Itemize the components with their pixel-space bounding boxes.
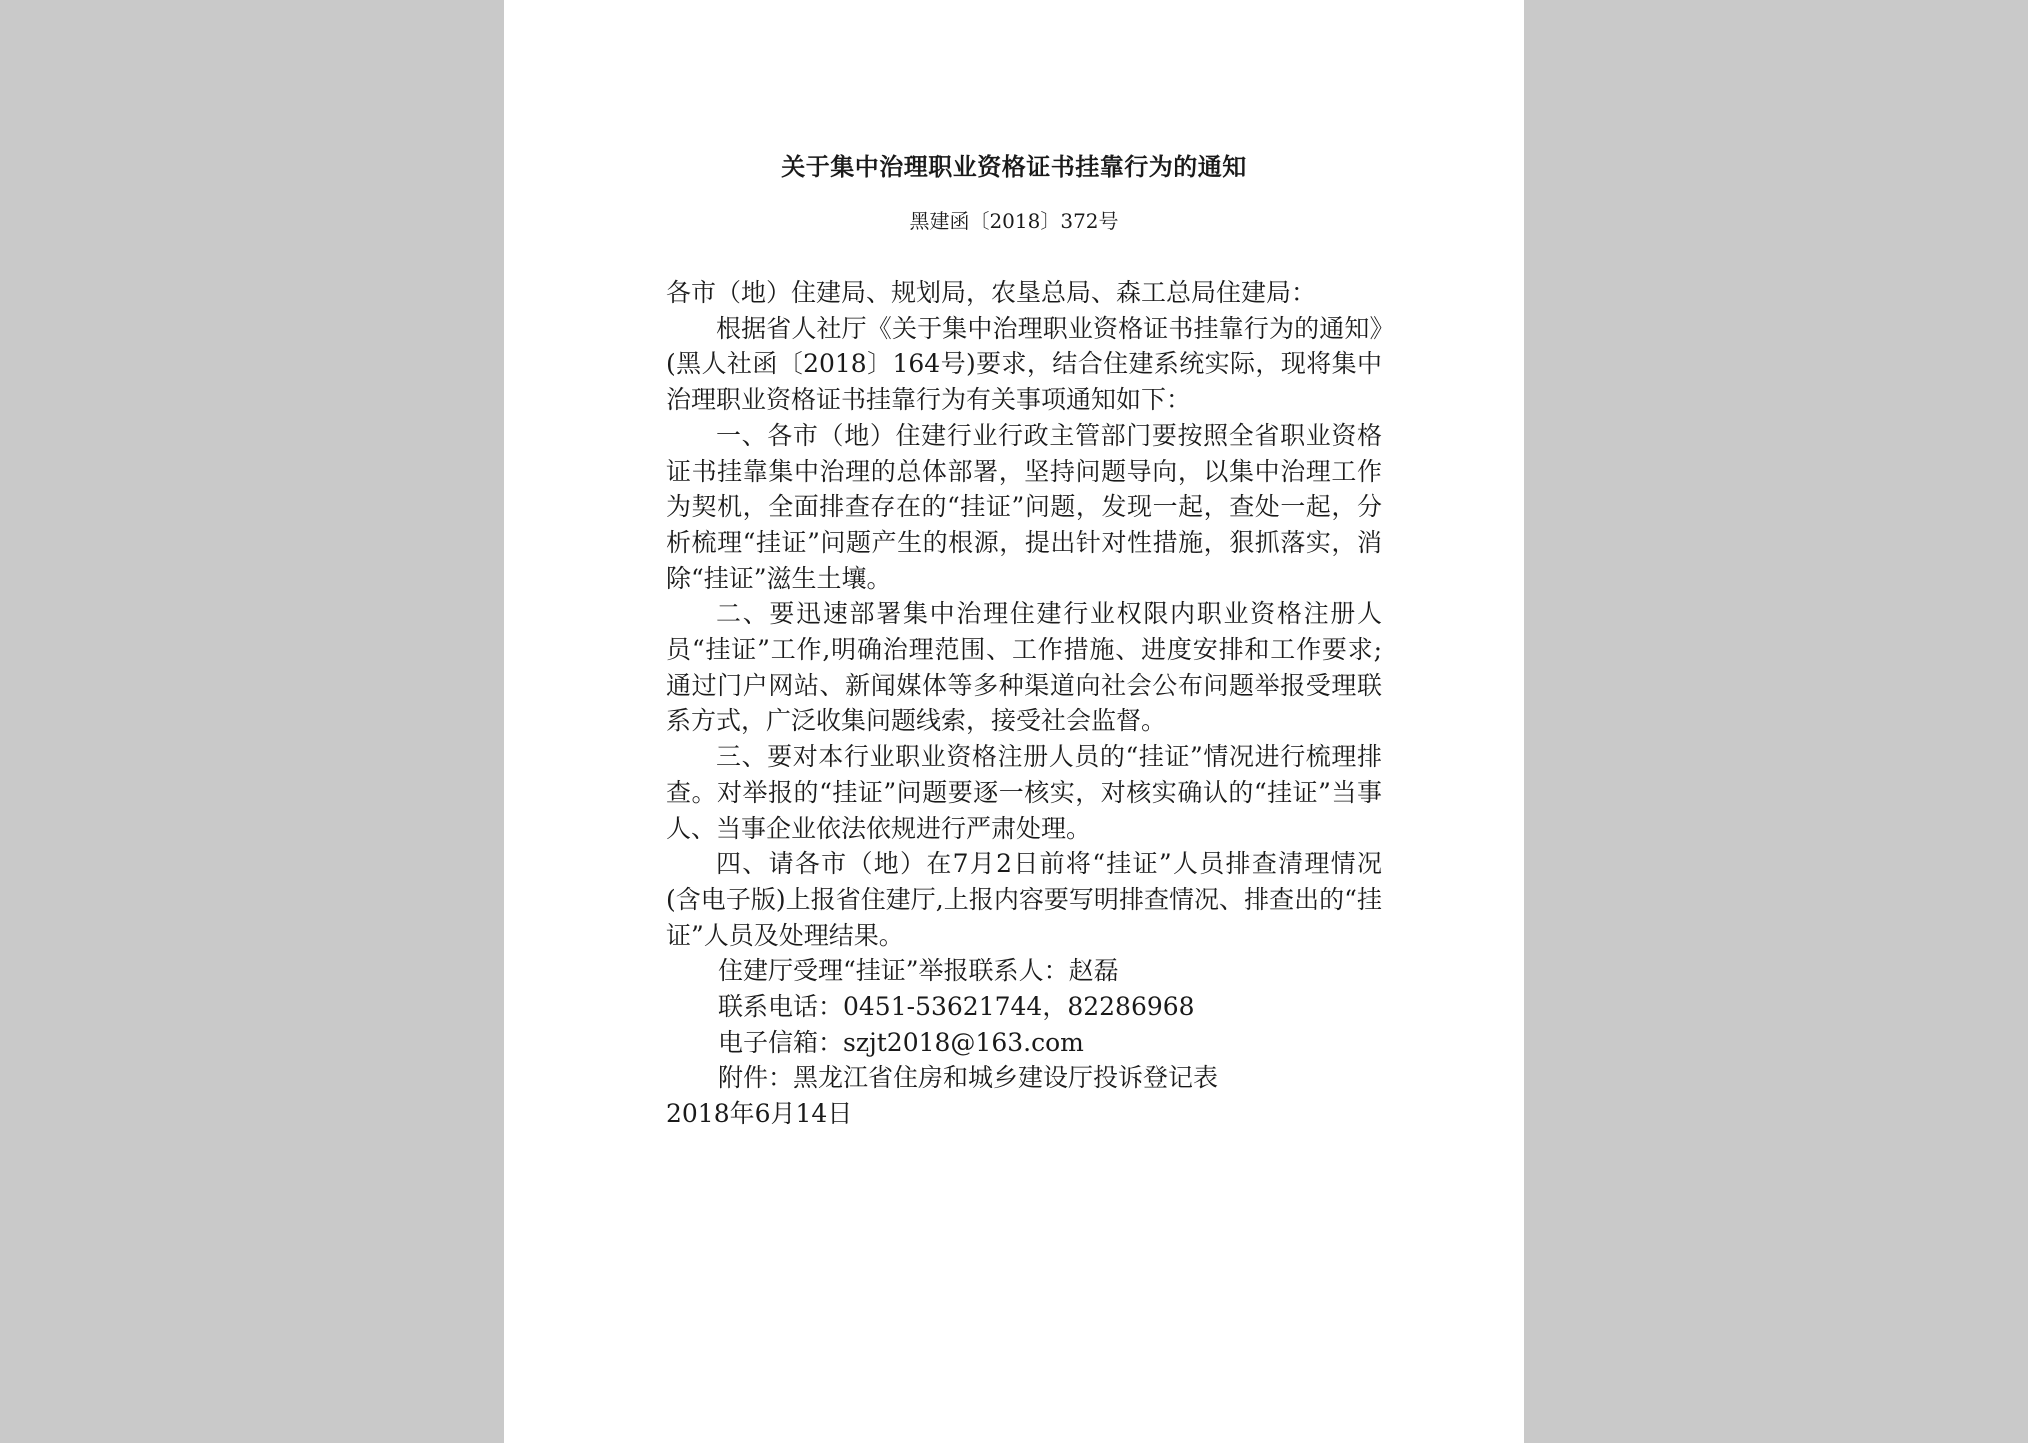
- document-title: 关于集中治理职业资格证书挂靠行为的通知: [781, 152, 1247, 181]
- contact-phone: 联系电话：0451-53621744，82286968: [718, 992, 1195, 1022]
- document-page: [504, 0, 1524, 1443]
- paragraph-item-3: 三、要对本行业职业资格注册人员的“挂证”情况进行梳理排查。对举报的“挂证”问题要逐一核实，对核实确认的“挂证”当事人、当事企业依法依规进行严肃处理。: [666, 742, 1382, 843]
- contact-person: 住建厅受理“挂证”举报联系人：赵磊: [718, 956, 1119, 986]
- attachment-note: 附件：黑龙江省住房和城乡建设厅投诉登记表: [718, 1063, 1219, 1093]
- paragraph-item-4: 四、请各市（地）在7月2日前将“挂证”人员排查清理情况(含电子版)上报省住建厅,上报内容要写明排查情况、排查出的“挂证”人员及处理结果。: [666, 849, 1382, 950]
- document-number: 黑建函〔2018〕372号: [909, 209, 1119, 233]
- issue-date: 2018年6月14日: [666, 1099, 853, 1129]
- paragraph-item-2: 二、要迅速部署集中治理住建行业权限内职业资格注册人员“挂证”工作,明确治理范围、工作措施、进度安排和工作要求;通过门户网站、新闻媒体等多种渠道向社会公布问题举报受理联系方式，广泛收集问题线索，接受社会监督。: [666, 599, 1382, 736]
- paragraph-intro: 根据省人社厅《关于集中治理职业资格证书挂靠行为的通知》(黑人社函〔2018〕164号)要求，结合住建系统实际，现将集中治理职业资格证书挂靠行为有关事项通知如下：: [666, 313, 1382, 415]
- addressee: 各市（地）住建局、规划局，农垦总局、森工总局住建局：: [666, 278, 1317, 307]
- document-body: [666, 275, 1382, 1132]
- contact-email: 电子信箱：szjt2018@163.com: [718, 1027, 1084, 1057]
- paragraph-item-1: 一、各市（地）住建行业行政主管部门要按照全省职业资格证书挂靠集中治理的总体部署，坚持问题导向，以集中治理工作为契机，全面排查存在的“挂证”问题，发现一起，查处一起，分析梳理“挂证”问题产生的根源，提出针对性措施，狠抓落实，消除“挂证”滋生土壤。: [666, 420, 1382, 593]
